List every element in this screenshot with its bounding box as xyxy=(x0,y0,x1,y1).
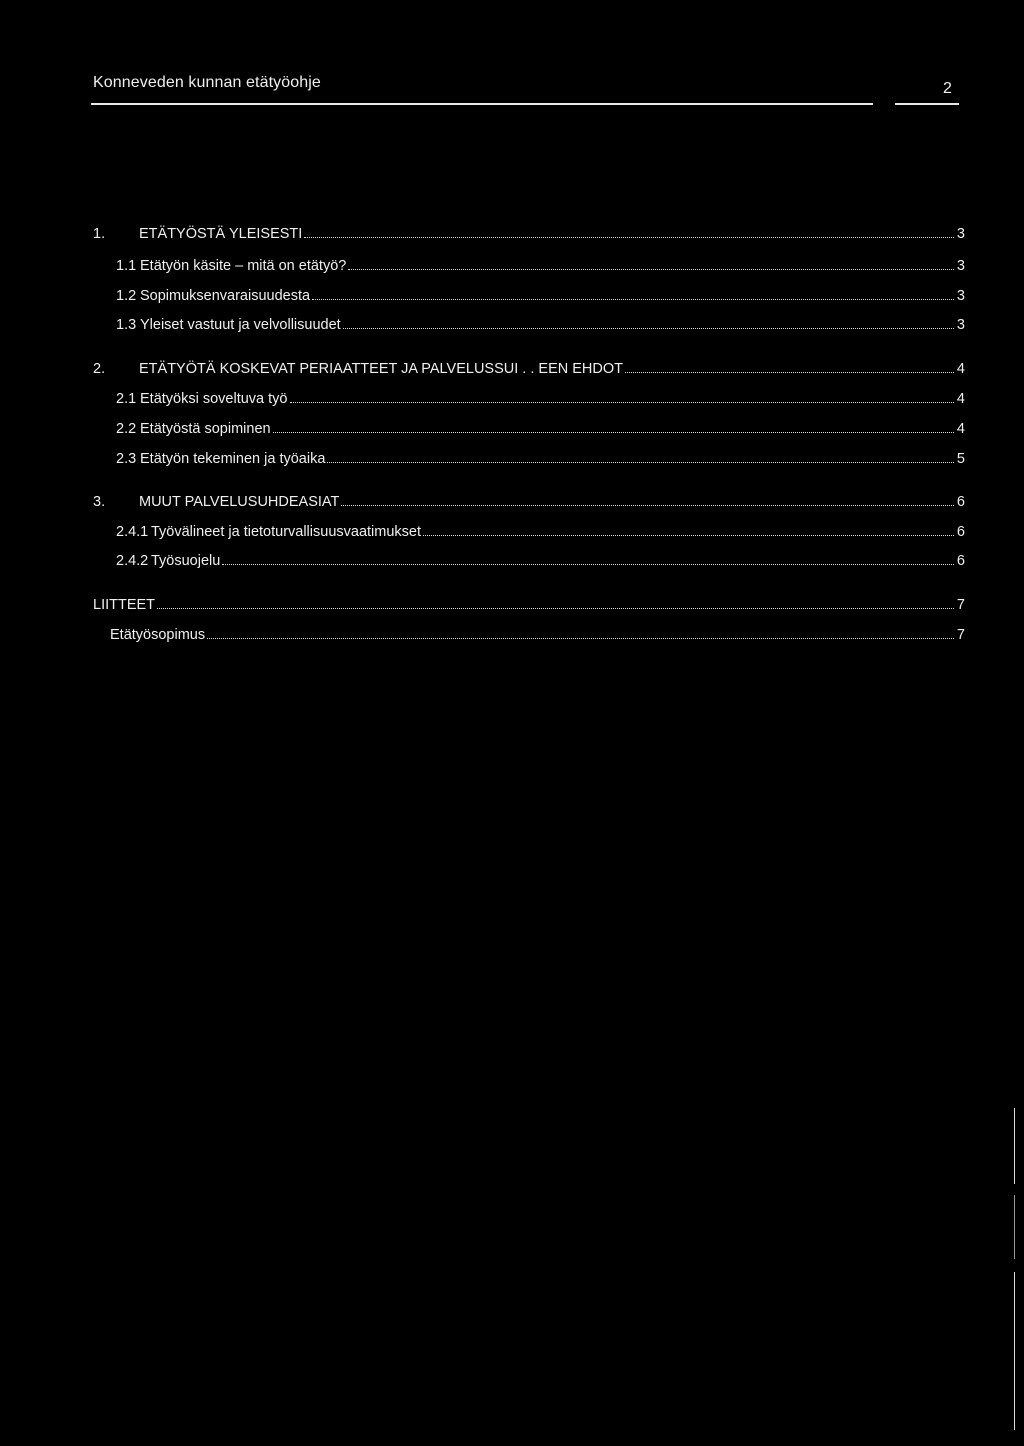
toc-entry-number: 1.3 xyxy=(116,317,137,333)
toc-entry-page: 6 xyxy=(956,553,965,569)
toc-leader-dots xyxy=(290,401,954,403)
toc-entry-page: 6 xyxy=(956,524,965,540)
toc-entry-label: Etätyön tekeminen ja työaika xyxy=(140,451,326,467)
toc-entry-label: Etätyön käsite – mitä on etätyö? xyxy=(140,258,347,274)
toc-entry-number: 2.3 xyxy=(116,451,137,467)
toc-entry-number: 2.2 xyxy=(116,421,137,437)
toc-entry-number: 1.2 xyxy=(116,288,137,304)
toc-entry-page: 3 xyxy=(956,288,965,304)
toc-leader-dots xyxy=(343,327,954,329)
toc-entry-label: ETÄTYÖSTÄ YLEISESTI xyxy=(139,226,303,242)
toc-entry-number: 2.1 xyxy=(116,391,137,407)
toc-entry-label: Etätyösopimus xyxy=(110,627,206,643)
toc-entry-2-4-2[interactable] xyxy=(116,553,965,575)
page-number: 2 xyxy=(943,80,952,97)
toc-entry-page: 4 xyxy=(956,361,965,377)
toc-entry-number: 2.4.1 xyxy=(116,524,149,540)
toc-entry-page: 7 xyxy=(956,597,965,613)
toc-entry-page: 4 xyxy=(956,421,965,437)
toc-leader-dots xyxy=(341,504,954,506)
header-rule xyxy=(91,103,873,105)
toc-entry-page: 3 xyxy=(956,317,965,333)
toc-entry-label: MUUT PALVELUSUHDEASIAT xyxy=(139,494,340,510)
toc-entry-page: 7 xyxy=(956,627,965,643)
toc-leader-dots xyxy=(207,637,954,639)
toc-entry-page: 5 xyxy=(956,451,965,467)
toc-entry-label: Työsuojelu xyxy=(151,553,221,569)
toc-leader-dots xyxy=(273,431,954,433)
toc-leader-dots xyxy=(157,607,954,609)
toc-entry-1-1[interactable] xyxy=(116,258,965,280)
toc-entry-2-4-1[interactable] xyxy=(116,524,965,546)
toc-entry-1-2[interactable] xyxy=(116,288,965,310)
toc-leader-dots xyxy=(625,371,954,373)
toc-entry-number: 1. xyxy=(93,226,106,242)
toc-entry-label: Työvälineet ja tietoturvallisuusvaatimukset xyxy=(151,524,421,540)
toc-entry-number: 2.4.2 xyxy=(116,553,149,569)
toc-entry-label: Etätyöstä sopiminen xyxy=(140,421,271,437)
toc-entry-label: LIITTEET xyxy=(93,597,156,613)
toc-entry-2-2[interactable] xyxy=(116,421,965,443)
toc-entry-label: Yleiset vastuut ja velvollisuudet xyxy=(140,317,341,333)
page-number-rule xyxy=(895,103,959,105)
toc-leader-dots xyxy=(348,268,954,270)
toc-entry-page: 3 xyxy=(956,258,965,274)
toc-entry-liitteet[interactable] xyxy=(93,597,965,619)
toc-entry-3[interactable] xyxy=(93,494,965,516)
toc-entry-label: Etätyöksi soveltuva työ xyxy=(140,391,288,407)
scan-edge-mark xyxy=(1014,1108,1015,1184)
toc-leader-dots xyxy=(423,534,954,536)
toc-leader-dots xyxy=(312,298,954,300)
toc-entry-2-3[interactable] xyxy=(116,451,965,473)
toc-leader-dots xyxy=(327,461,954,463)
toc-entry-2-1[interactable] xyxy=(116,391,965,413)
toc-entry-page: 3 xyxy=(956,226,965,242)
toc-entry-etatyosopimus[interactable] xyxy=(110,627,965,649)
toc-entry-label: ETÄTYÖTÄ KOSKEVAT PERIAATTEET JA PALVELUSSUI . . EEN EHDOT xyxy=(139,361,623,377)
toc-entry-page: 4 xyxy=(956,391,965,407)
scan-edge-mark xyxy=(1014,1195,1015,1259)
toc-entry-page: 6 xyxy=(956,494,965,510)
toc-entry-number: 1.1 xyxy=(116,258,137,274)
toc-entry-number: 2. xyxy=(93,361,106,377)
toc-entry-2[interactable] xyxy=(93,361,965,383)
running-header-title: Konneveden kunnan etätyöohje xyxy=(93,74,321,91)
toc-leader-dots xyxy=(222,563,954,565)
toc-entry-1[interactable] xyxy=(93,226,965,248)
toc-entry-1-3[interactable] xyxy=(116,317,965,339)
toc-leader-dots xyxy=(304,236,954,238)
toc-entry-label: Sopimuksenvaraisuudesta xyxy=(140,288,311,304)
toc-entry-number: 3. xyxy=(93,494,106,510)
scan-edge-mark xyxy=(1014,1272,1015,1430)
